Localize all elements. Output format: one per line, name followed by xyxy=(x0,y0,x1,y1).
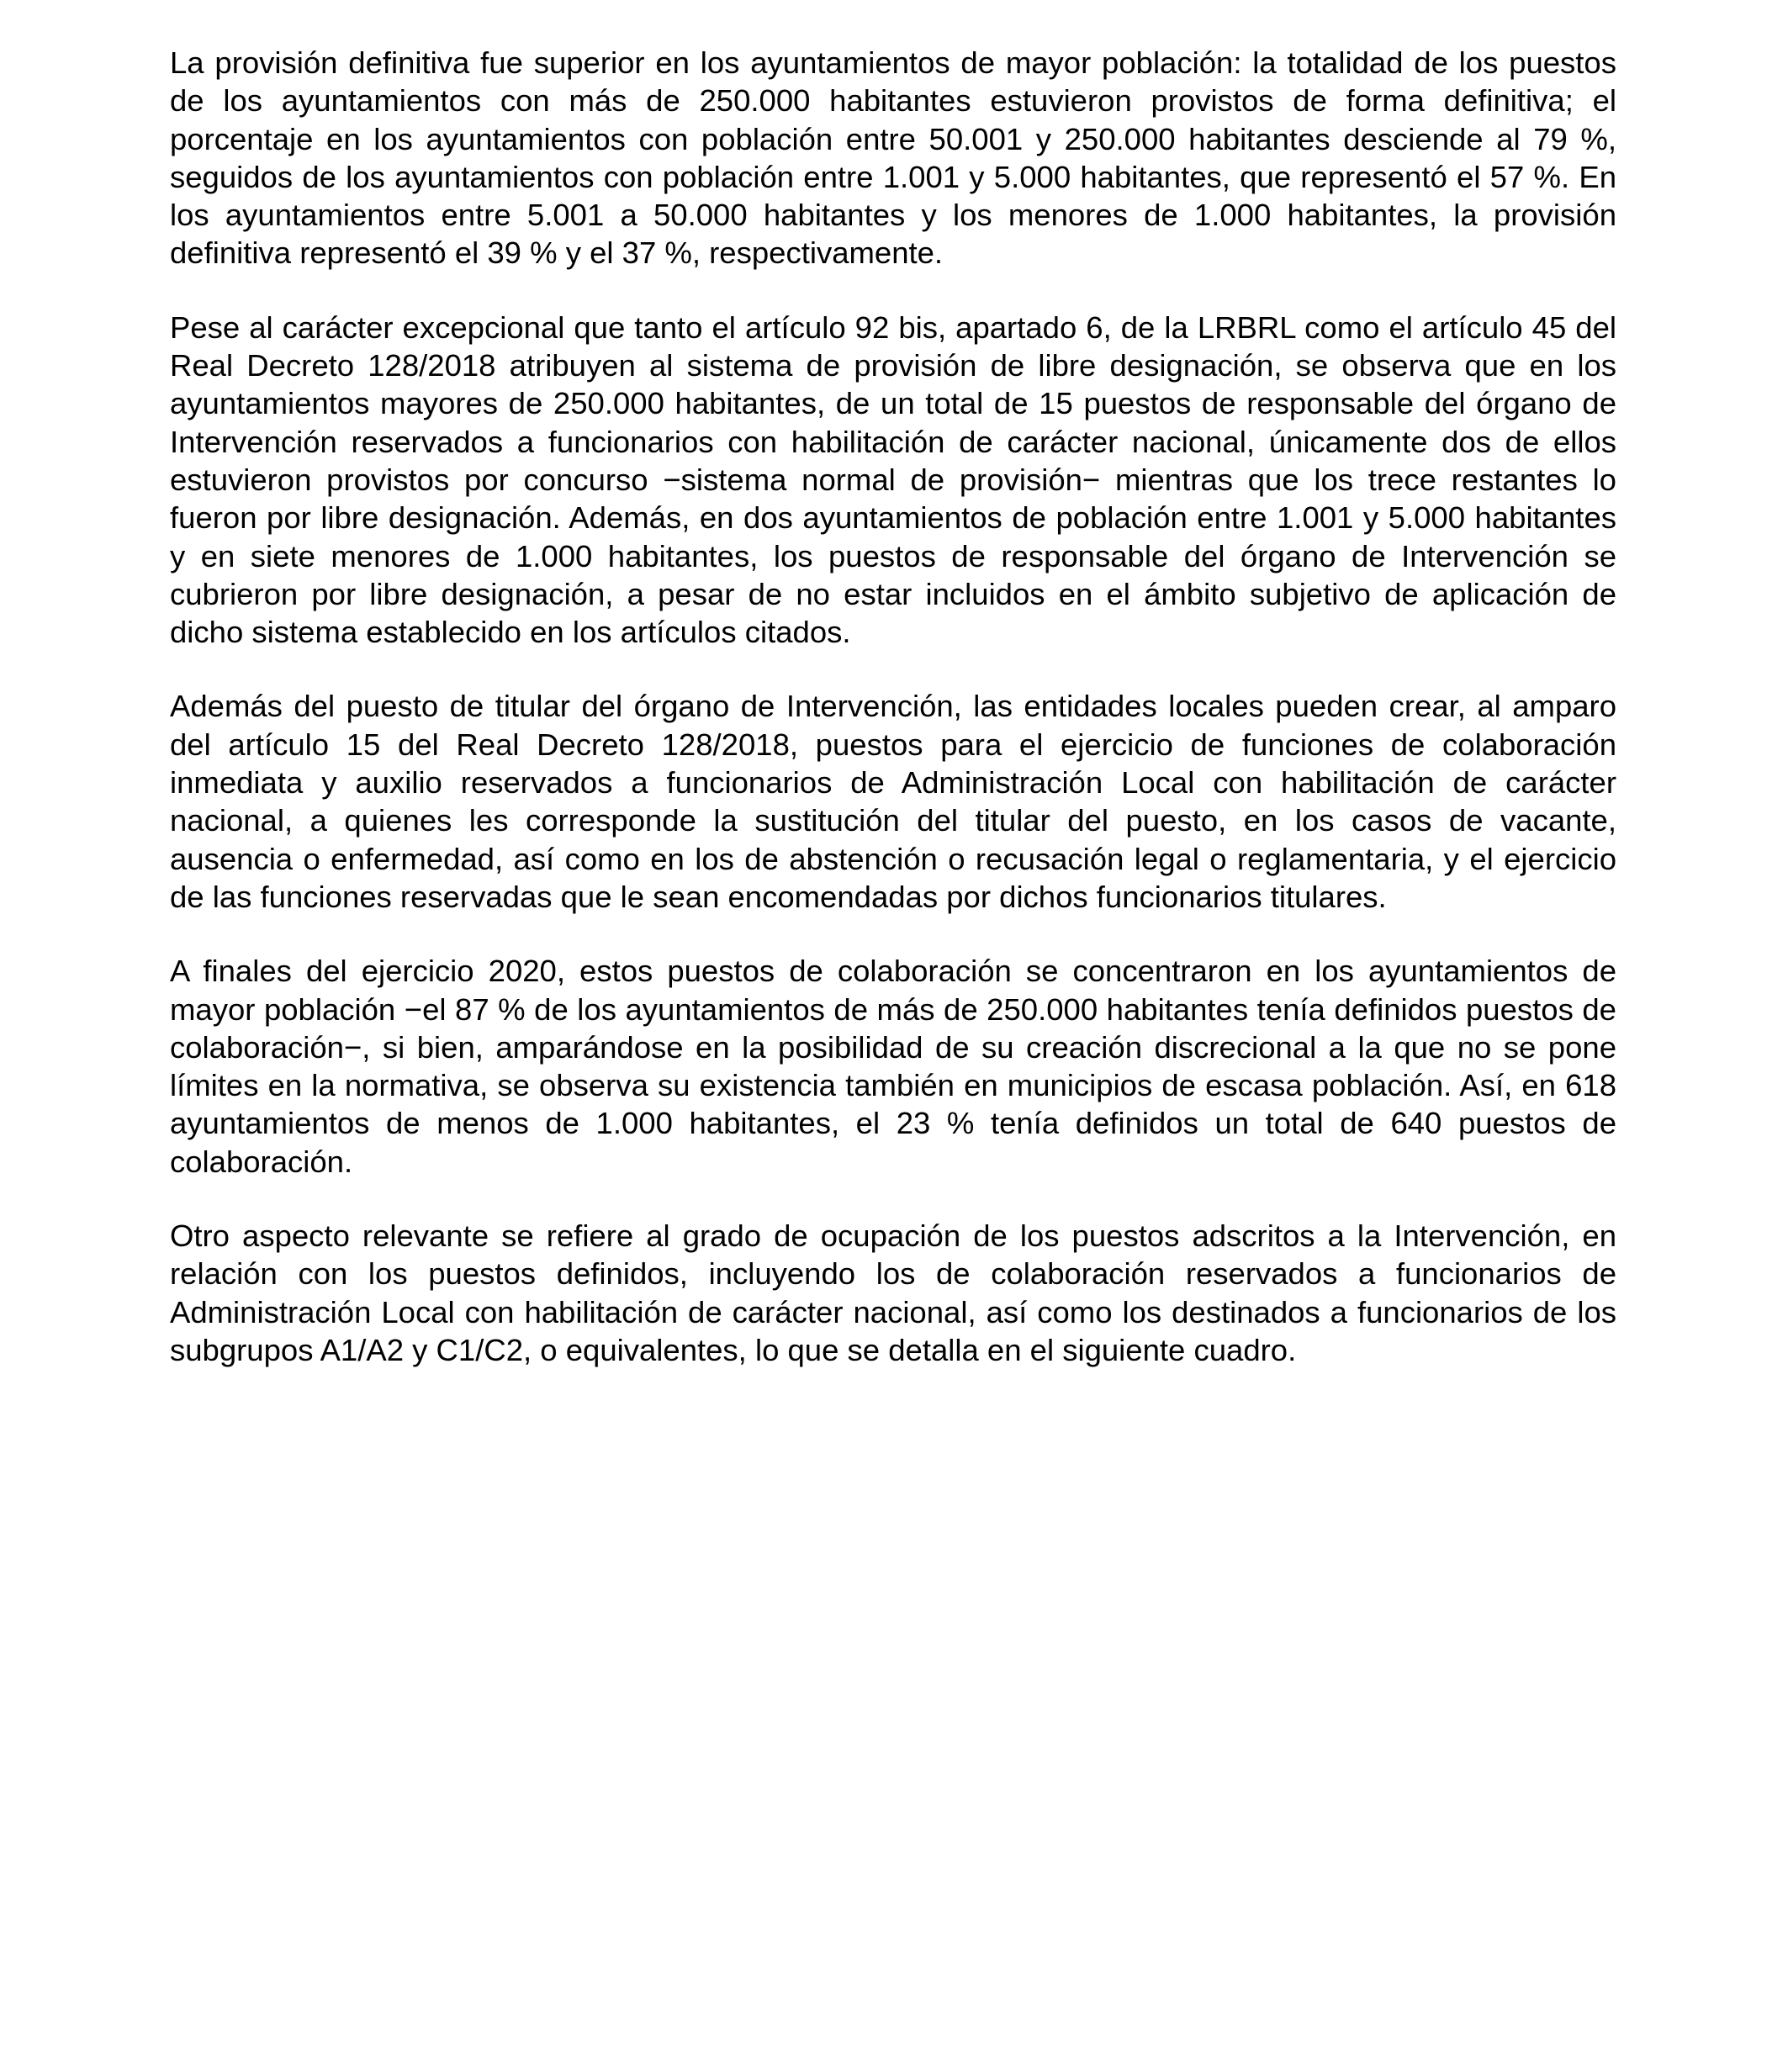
paragraph-finales-ejercicio-2020: A finales del ejercicio 2020, estos puestos de colaboración se concentraron en los ayuntamientos de mayor población −el 87 % de los ayuntamientos de más de 250.000 habitantes tenía definidos puestos de colaboración−, si bien, amparándose en la posibilidad de su creación discrecional a la que no se pone límites en la normativa, se observa su existencia también en municipios de escasa población. Así, en 618 ayuntamientos de menos de 1.000 habitantes, el 23 % tenía definidos un total de 640 puestos de colaboración. xyxy=(170,954,1616,1179)
paragraph-puestos-colaboracion: Además del puesto de titular del órgano de Intervención, las entidades locales pueden crear, al amparo del artículo 15 del Real Decreto 128/2018, puestos para el ejercicio de funciones de colaboración inmediata y auxilio reservados a funcionarios de Administración Local con habilitación de carácter nacional, a quienes les corresponde la sustitución del titular del puesto, en los casos de vacante, ausencia o enfermedad, así como en los de abstención o recusación legal o reglamentaria, y el ejercicio de las funciones reservadas que le sean encomendadas por dichos funcionarios titulares. xyxy=(170,689,1616,914)
paragraph-libre-designacion: Pese al carácter excepcional que tanto el artículo 92 bis, apartado 6, de la LRBRL como el artículo 45 del Real Decreto 128/2018 atribuyen al sistema de provisión de libre designación, se observa que en los ayuntamientos mayores de 250.000 habitantes, de un total de 15 puestos de responsable del órgano de Intervención reservados a funcionarios con habilitación de carácter nacional, únicamente dos de ellos estuvieron provistos por concurso −sistema normal de provisión− mientras que los trece restantes lo fueron por libre designación. Además, en dos ayuntamientos de población entre 1.001 y 5.000 habitantes y en siete menores de 1.000 habitantes, los puestos de responsable del órgano de Intervención se cubrieron por libre designación, a pesar de no estar incluidos en el ámbito subjetivo de aplicación de dicho sistema establecido en los artículos citados. xyxy=(170,309,1616,650)
paragraph-grado-ocupacion: Otro aspecto relevante se refiere al grado de ocupación de los puestos adscritos a la Intervención, en relación con los puestos definidos, incluyendo los de colaboración reservados a funcionarios de Administración Local con habilitación de carácter nacional, así como los destinados a funcionarios de los subgrupos A1/A2 y C1/C2, o equivalentes, lo que se detalla en el siguiente cuadro. xyxy=(170,1218,1616,1367)
paragraph-provision-definitiva: La provisión definitiva fue superior en los ayuntamientos de mayor población: la totalidad de los puestos de los ayuntamientos con más de 250.000 habitantes estuvieron provistos de forma definitiva; el porcentaje en los ayuntamientos con población entre 50.001 y 250.000 habitantes desciende al 79 %, seguidos de los ayuntamientos con población entre 1.001 y 5.000 habitantes, que representó el 57 %. En los ayuntamientos entre 5.001 a 50.000 habitantes y los menores de 1.000 habitantes, la provisión definitiva representó el 39 % y el 37 %, respectivamente. xyxy=(170,45,1616,271)
document-page xyxy=(170,44,1616,1405)
